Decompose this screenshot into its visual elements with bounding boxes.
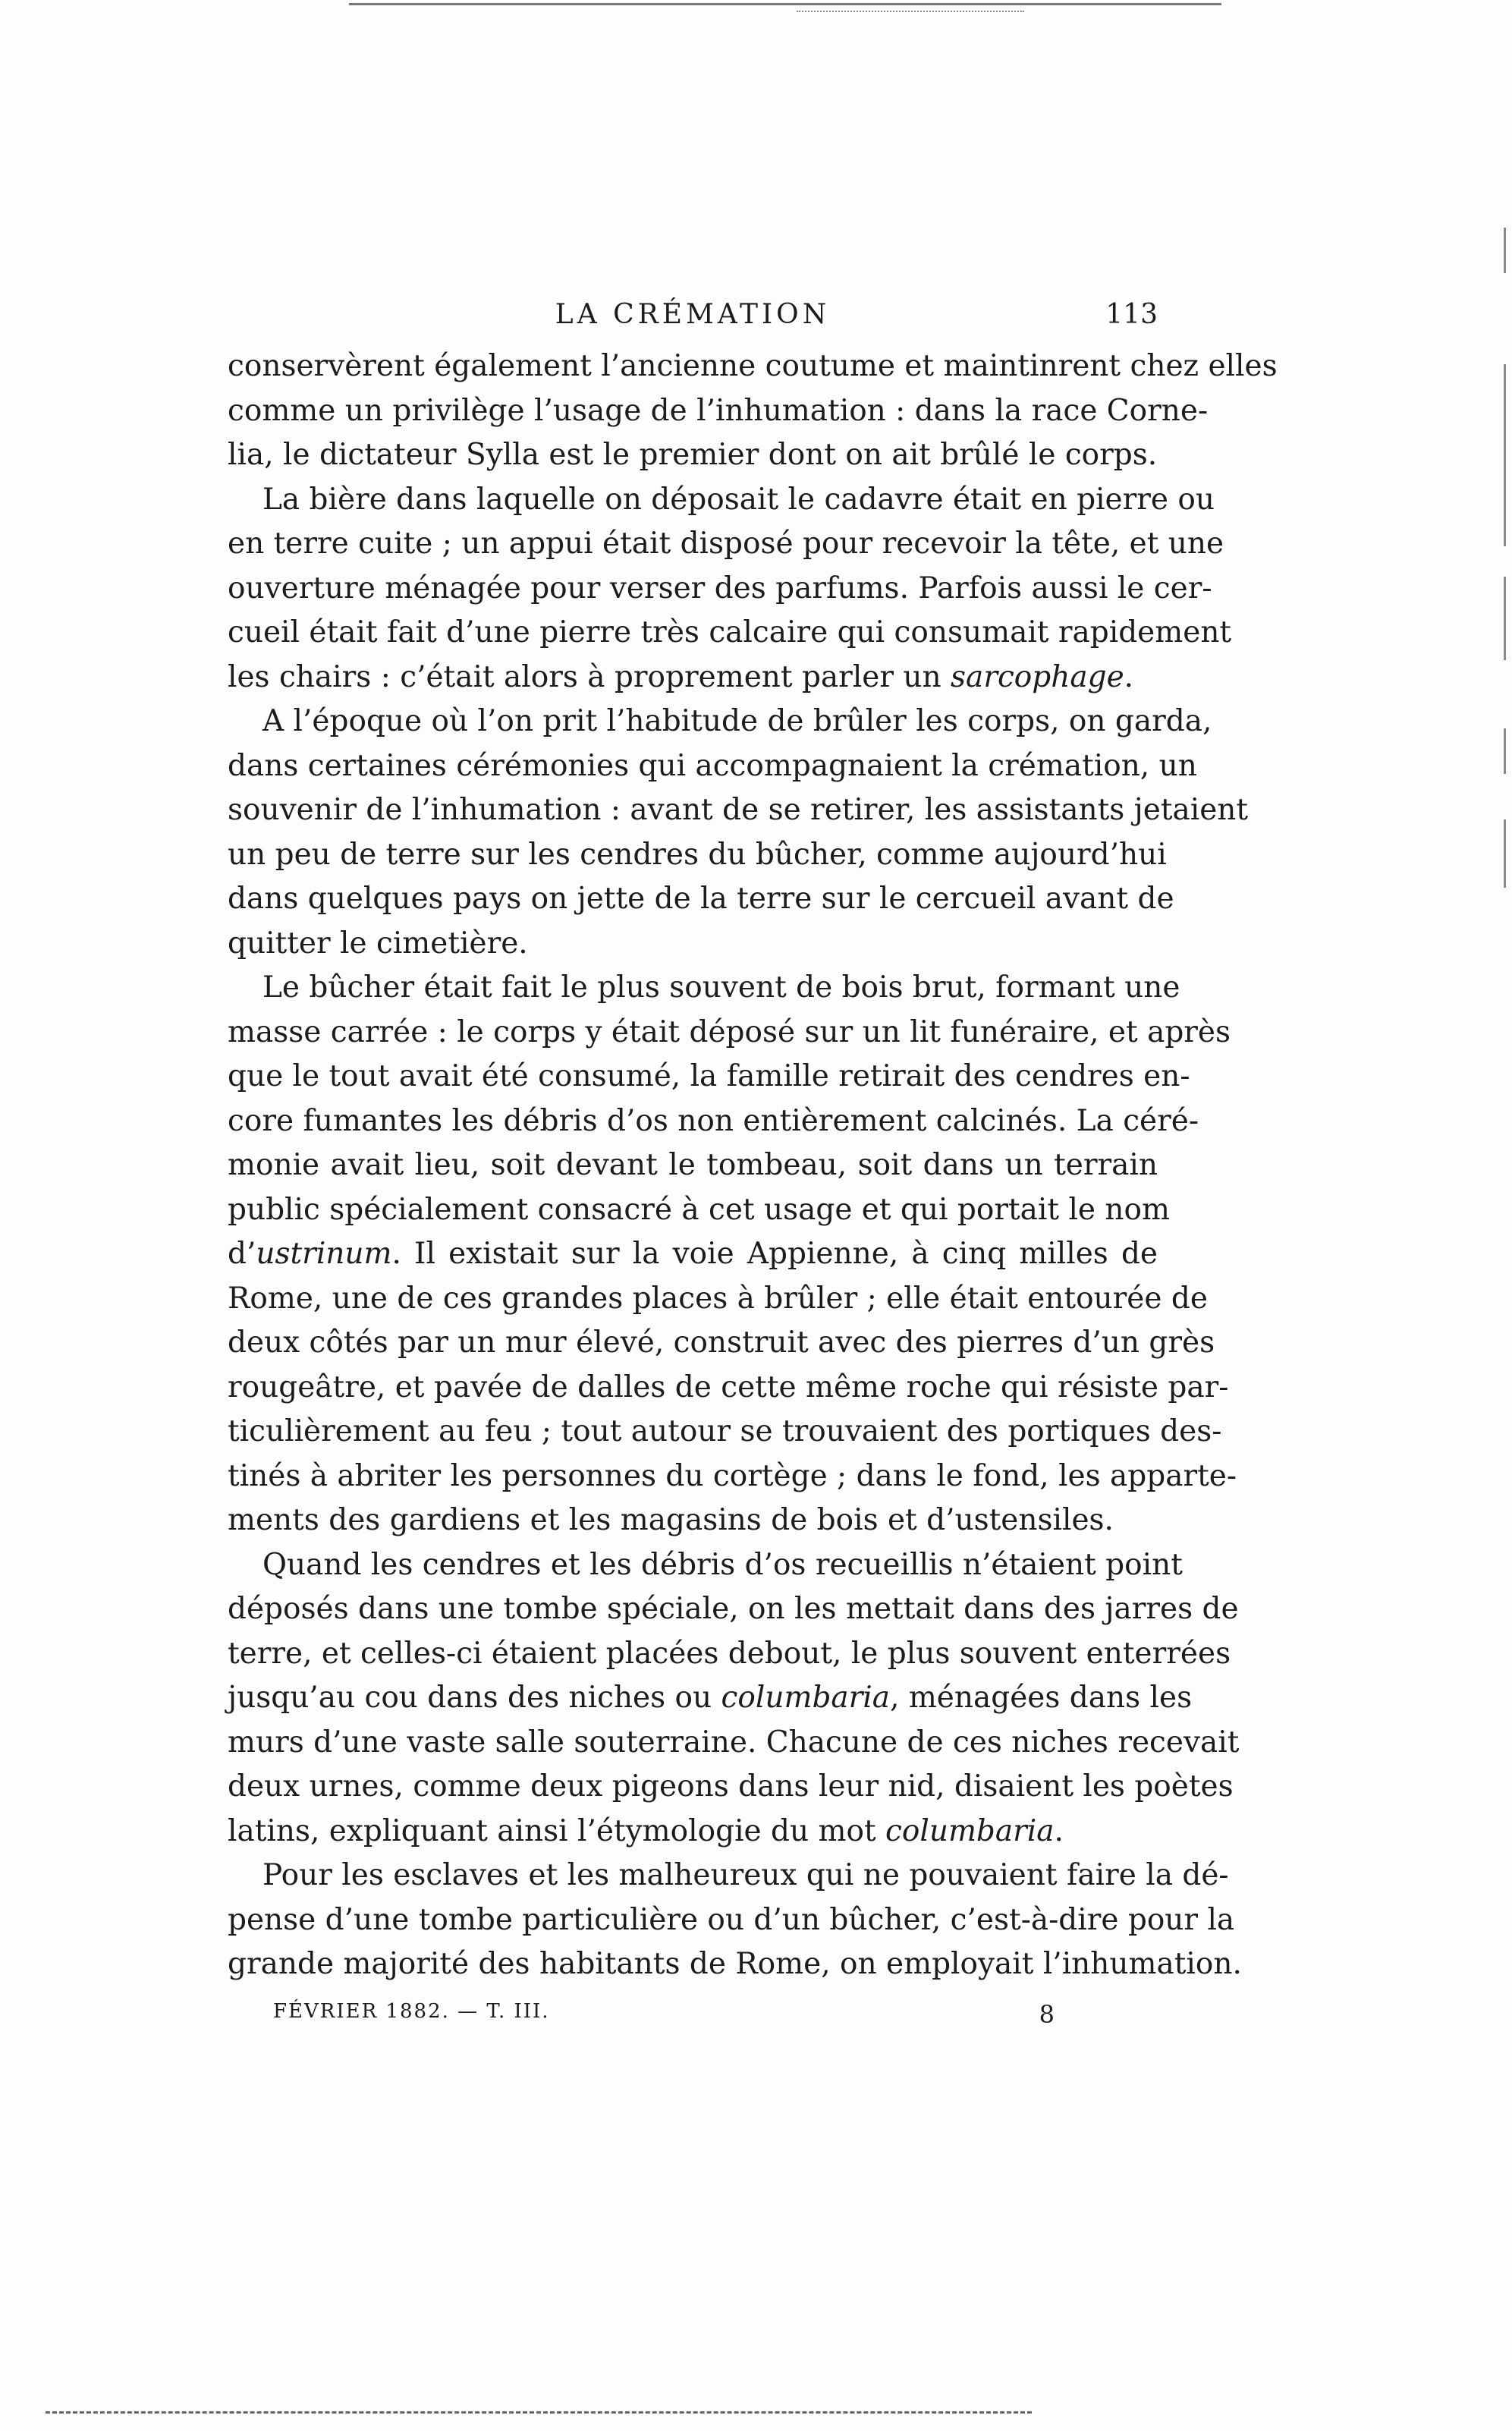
text-line: ouverture ménagée pour verser des parfums. Parfois aussi le cer- — [228, 571, 1212, 605]
text-line: monie avait lieu, soit devant le tombeau, soit dans un terrain — [228, 1148, 1158, 1182]
text-line: les chairs : c’était alors à proprement parler un sarcophage. — [228, 659, 1134, 694]
signature-mark: FÉVRIER 1882. — T. III. — [273, 2000, 550, 2023]
scan-edge-right — [1504, 728, 1506, 774]
text-line: d’ustrinum. Il existait sur la voie Appienne, à cinq milles de — [228, 1237, 1158, 1271]
italic-term: columbaria — [885, 1813, 1055, 1848]
body-text — [228, 344, 1278, 1987]
text-line: rougeâtre, et pavée de dalles de cette même roche qui résiste par- — [228, 1370, 1229, 1404]
text-line: tinés à abriter les personnes du cortège ; dans le fond, les apparte- — [228, 1458, 1237, 1493]
scan-edge-right — [1504, 364, 1506, 546]
text-line: déposés dans une tombe spéciale, on les mettait dans des jarres de — [228, 1592, 1239, 1626]
scan-edge-right — [1504, 228, 1506, 273]
text-line: comme un privilège l’usage de l’inhumation : dans la race Corne- — [228, 393, 1209, 428]
text-line: Quand les cendres et les débris d’os recueillis n’étaient point — [262, 1547, 1183, 1582]
italic-term: columbaria — [721, 1681, 891, 1715]
text-line: lia, le dictateur Sylla est le premier dont on ait brûlé le corps. — [228, 438, 1158, 472]
running-head — [228, 299, 1158, 337]
italic-term: ustrinum — [256, 1237, 392, 1271]
text-line: deux côtés par un mur élevé, construit avec des pierres d’un grès — [228, 1326, 1215, 1360]
text-line: jusqu’au cou dans des niches ou columbaria, ménagées dans les — [228, 1681, 1193, 1715]
text-line: public spécialement consacré à cet usage et qui portait le nom — [228, 1192, 1170, 1227]
text-line: murs d’une vaste salle souterraine. Chacune de ces niches recevait — [228, 1725, 1240, 1760]
scan-edge-bottom — [46, 2411, 1032, 2414]
text-line: dans certaines cérémonies qui accompagnaient la crémation, un — [228, 748, 1197, 783]
scan-edge-right — [1504, 577, 1506, 660]
page-number: 113 — [1105, 299, 1158, 330]
text-line: souvenir de l’inhumation : avant de se retirer, les assistants jetaient — [228, 793, 1249, 827]
text-line: dans quelques pays on jette de la terre sur le cercueil avant de — [228, 882, 1174, 916]
text-line: un peu de terre sur les cendres du bûcher, comme aujourd’hui — [228, 837, 1167, 872]
text-line: en terre cuite ; un appui était disposé pour recevoir la tête, et une — [228, 527, 1224, 561]
text-line: grande majorité des habitants de Rome, on employait l’inhumation. — [228, 1947, 1242, 1981]
scan-edge-right — [1504, 819, 1506, 888]
text-line: ticulièrement au feu ; tout autour se trouvaient des portiques des- — [228, 1414, 1222, 1448]
text-line: ments des gardiens et les magasins de bois et d’ustensiles. — [228, 1503, 1114, 1537]
text-line: La bière dans laquelle on déposait le cadavre était en pierre ou — [262, 482, 1215, 517]
text-line: masse carrée : le corps y était déposé sur un lit funéraire, et après — [228, 1014, 1231, 1049]
text-line: que le tout avait été consumé, la famille retirait des cendres en- — [228, 1059, 1190, 1093]
text-line: A l’époque où l’on prit l’habitude de brûler les corps, on garda, — [262, 704, 1212, 738]
text-line: conservèrent également l’ancienne coutume et maintinrent chez elles — [228, 349, 1278, 383]
signature-number: 8 — [1039, 2000, 1055, 2029]
text-line: deux urnes, comme deux pigeons dans leur nid, disaient les poètes — [228, 1769, 1234, 1804]
text-line: latins, expliquant ainsi l’étymologie du mot columbaria. — [228, 1813, 1064, 1848]
text-line: terre, et celles-ci étaient placées debout, le plus souvent enterrées — [228, 1636, 1231, 1671]
running-head-title: LA CRÉMATION — [555, 299, 831, 330]
signature-line — [273, 2000, 1055, 2033]
text-line: quitter le cimetière. — [228, 926, 528, 961]
text-line: cueil était fait d’une pierre très calcaire qui consumait rapidement — [228, 615, 1232, 649]
text-line: Le bûcher était fait le plus souvent de bois brut, formant une — [262, 970, 1180, 1005]
scan-edge-top — [349, 3, 1221, 5]
text-line: pense d’une tombe particulière ou d’un bûcher, c’est-à-dire pour la — [228, 1902, 1235, 1937]
text-line: Rome, une de ces grandes places à brûler ; elle était entourée de — [228, 1281, 1208, 1316]
text-line: Pour les esclaves et les malheureux qui ne pouvaient faire la dé- — [262, 1858, 1229, 1892]
italic-term: sarcophage — [951, 659, 1124, 694]
scan-edge-top-dotted — [797, 11, 1024, 12]
text-line: core fumantes les débris d’os non entièrement calcinés. La céré- — [228, 1103, 1199, 1138]
